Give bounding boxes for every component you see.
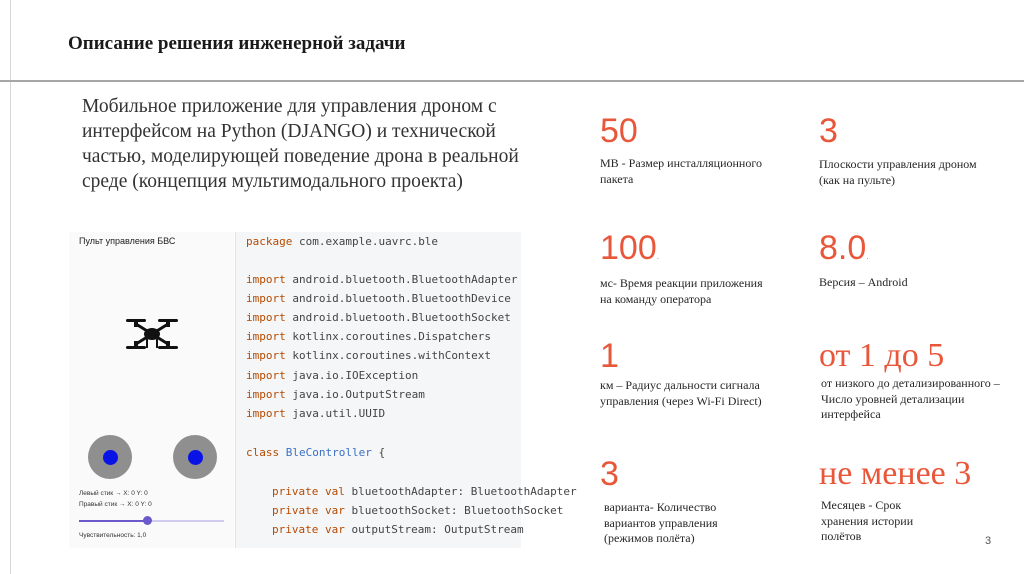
stat-desc-android-version: Версия – Android	[819, 275, 908, 289]
sensitivity-slider-fill	[79, 520, 147, 522]
slide-title: Описание решения инженерной задачи	[68, 33, 406, 54]
right-joystick-knob[interactable]	[188, 450, 203, 465]
header-divider	[0, 80, 1024, 82]
remote-control-panel	[69, 232, 234, 548]
code-line: import android.bluetooth.BluetoothDevice	[246, 292, 511, 305]
code-line: class BleController {	[246, 446, 386, 459]
left-border-rule	[10, 0, 11, 574]
code-line: import java.io.OutputStream	[246, 388, 425, 401]
code-line: import android.bluetooth.BluetoothAdapter	[246, 273, 518, 286]
code-line: import java.util.UUID	[246, 407, 386, 420]
stat-value-package-size: 50	[600, 112, 638, 150]
stat-desc-control-planes: Плоскости управления дроном (как на пульте)	[819, 157, 977, 187]
stat-desc-signal-range: км – Радиус дальности сигнала управления (через Wi-Fi Direct)	[600, 378, 762, 408]
stat-desc-history-retention: Месяцев - Срок хранения истории полётов	[821, 498, 914, 543]
sensitivity-slider-thumb[interactable]	[143, 516, 152, 525]
stat-value-control-variants: 3	[600, 455, 619, 493]
code-listing	[235, 232, 577, 548]
stat-desc-reaction-time: мс- Время реакции приложения на команду оператора	[600, 276, 763, 306]
stat-value-history-retention: не менее 3	[819, 455, 972, 492]
code-line: private val bluetoothAdapter: BluetoothAdapter	[272, 485, 577, 498]
app-screenshot	[69, 232, 577, 548]
stat-value-android-version: 8.0.	[819, 229, 869, 267]
left-stick-readout: Левый стик → X: 0 Y: 0	[79, 490, 148, 497]
stat-desc-package-size: МВ - Размер инсталляционного пакета	[600, 156, 762, 186]
drone-icon	[124, 312, 180, 356]
stat-value-signal-range: 1	[600, 337, 619, 375]
code-line: import android.bluetooth.BluetoothSocket	[246, 311, 511, 324]
code-line: import kotlinx.coroutines.withContext	[246, 349, 492, 362]
sensitivity-slider[interactable]	[79, 520, 224, 522]
stat-value-reaction-time: 100.	[600, 229, 659, 267]
stat-desc-control-variants: варианта- Количество вариантов управления (режимов полёта)	[604, 500, 718, 545]
right-stick-readout: Правый стик → X: 0 Y: 0	[79, 501, 152, 508]
stat-value-detail-levels: от 1 до 5	[819, 337, 945, 374]
sensitivity-label: Чувствительность: 1,0	[79, 532, 147, 539]
code-line: import java.io.IOException	[246, 369, 419, 382]
slide-subtitle: Мобильное приложение для управления дроном с интерфейсом на Python (DJANGO) и технической частью, моделирующей поведение дрона в реальной среде (концепция мультимодального проекта)	[82, 96, 519, 192]
code-line: package com.example.uavrc.ble	[246, 235, 439, 248]
right-joystick[interactable]	[173, 435, 217, 479]
code-line: import kotlinx.coroutines.Dispatchers	[246, 330, 492, 343]
code-line: private var outputStream: OutputStream	[272, 523, 524, 536]
page-number: 3	[985, 535, 992, 547]
stat-desc-detail-levels: от низкого до детализированного – Число уровней детализации интерфейса	[821, 376, 1000, 421]
panel-title: Пульт управления БВС	[79, 236, 176, 246]
stat-value-control-planes: 3	[819, 112, 838, 150]
code-line: private var bluetoothSocket: BluetoothSocket	[272, 504, 564, 517]
left-joystick-knob[interactable]	[103, 450, 118, 465]
left-joystick[interactable]	[88, 435, 132, 479]
